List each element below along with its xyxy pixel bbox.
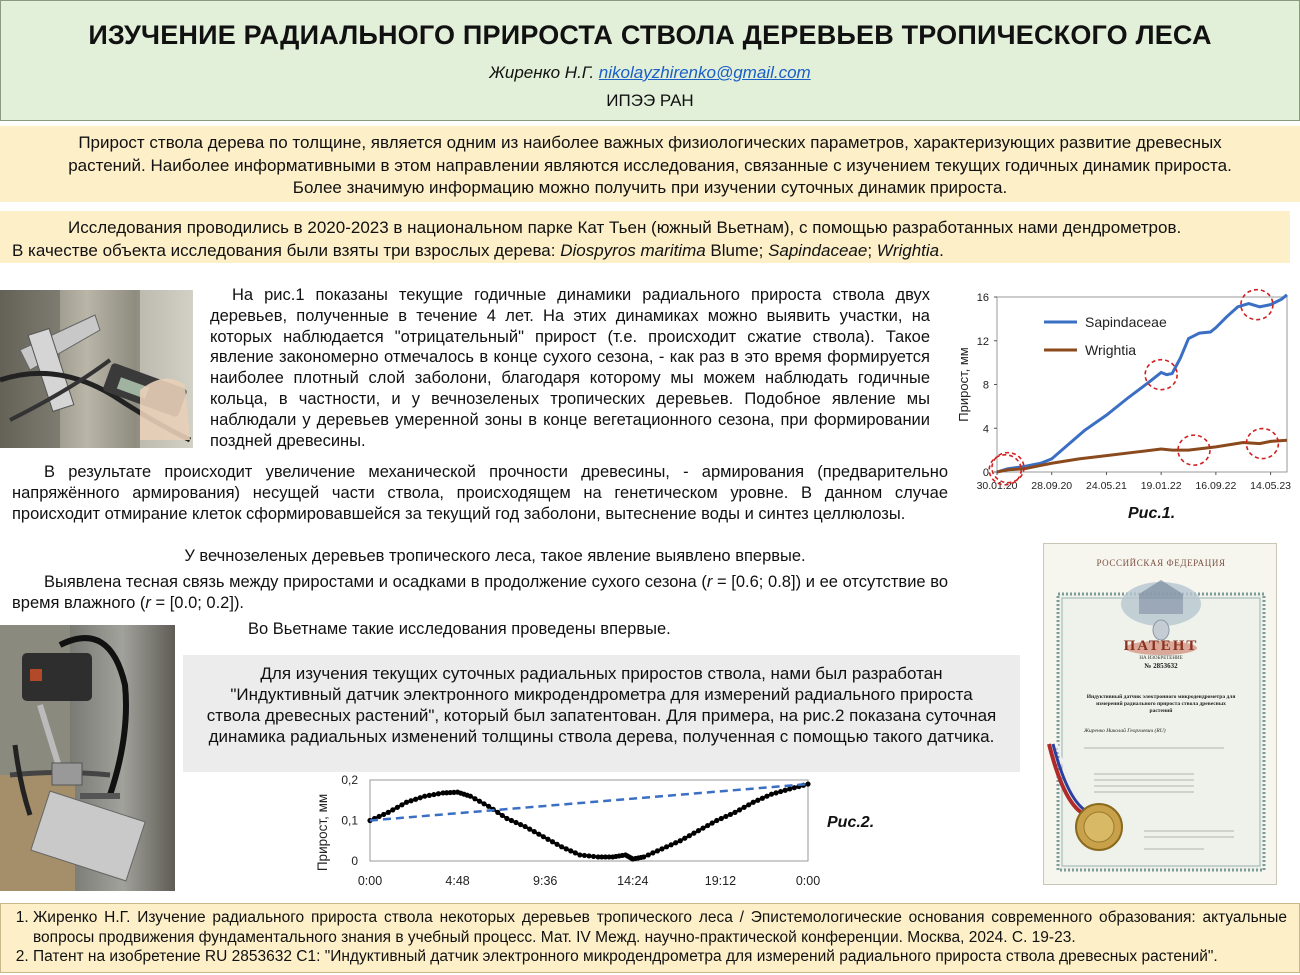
author-name: Жиренко Н.Г. [489,63,595,82]
y-tick-label: 0 [982,467,989,479]
data-point [390,807,395,812]
data-point [646,852,651,857]
data-point [554,842,559,847]
data-point [523,824,528,829]
institution: ИПЭЭ РАН [606,91,694,110]
data-point [714,818,719,823]
data-point [805,781,810,786]
data-point [395,805,400,810]
data-point [746,802,751,807]
data-point [568,848,573,853]
data-point [404,800,409,805]
data-point [564,846,569,851]
reference-item: 1. Жиренко Н.Г. Изучение радиального прироста ствола некоторых деревьев тропического леса / Эпистемологические основания современного образования: актуальные вопросы продвижения фундаментального знания в учебный процесс. Мат. IV Межд. научно-практической конференции. Москва, 2024. С. 19-23. [33,908,1287,947]
x-tick-label: 14.05.23 [1250,480,1292,492]
data-point [655,848,660,853]
y-tick-label: 8 [982,379,989,392]
data-point [481,801,486,806]
data-point [650,850,655,855]
data-point [536,832,541,837]
data-point [486,804,491,809]
data-point [783,788,788,793]
data-point [723,814,728,819]
data-point [500,813,505,818]
correlation-text-c: = [0.0; 0.2]). [150,593,245,612]
data-point [381,812,386,817]
data-point [513,820,518,825]
data-point [682,836,687,841]
data-point [696,828,701,833]
data-point [691,831,696,836]
y-tick-label: 0,2 [341,773,358,787]
chart-fig2-svg [310,772,830,897]
x-tick-label: 0:00 [795,874,821,888]
data-point [778,789,783,794]
patent-country: РОССИЙСКАЯ ФЕДЕРАЦИЯ [1096,558,1226,568]
species-separator: ; [867,240,877,260]
references [0,903,1300,973]
data-point [477,799,482,804]
data-point [386,810,391,815]
data-point [518,822,523,827]
data-point [582,853,587,858]
correlation-text-b: = [0.6; 0.8]) и ее отсутствие во время влажного ( [12,573,948,612]
data-point [577,852,582,857]
intro-box [0,126,1300,202]
y-tick-label: 0 [351,854,358,868]
y-tick-label: 4 [982,423,989,436]
data-point [760,796,765,801]
study-line-1: Исследования проводились в 2020-2023 в национальном парке Кат Тьен (южный Вьетнам), с помощью разработанных нами дендрометров. [68,218,1182,237]
plot-area [370,780,808,861]
reference-item: 2. Патент на изобретение RU 2853632 C1: "Индуктивный датчик электронного микродендрометра для измерений радиального прироста ствола древесных растений". [33,947,1287,967]
data-point [678,838,683,843]
data-point [705,823,710,828]
author-email-link[interactable]: nikolayzhirenko@gmail.com [598,63,811,82]
fig2-caption: Рис.2. [827,814,875,831]
data-point [664,844,669,849]
data-point [541,834,546,839]
data-point [550,839,555,844]
study-box [0,211,1290,263]
data-point [719,816,724,821]
intro-line-1: Прирост ствола дерева по толщине, является одним из наиболее важных физиологических параметров, характеризующих развитие древесных [78,133,1222,152]
data-point [737,807,742,812]
data-point [504,816,509,821]
x-tick-label: 19.01.22 [1140,480,1182,492]
sensor-description-box: Для изучения текущих суточных радиальных приростов ствола, нами был разработан "Индуктивный датчик электронного микродендрометра для измерений радиального прироста ствола древесных растений", который был запатентован. Для примера, на рис.2 показана суточная динамика радиальных изменений толщины ствола дерева, полученная с помощью такого датчика. [183,655,1020,772]
data-point [710,820,715,825]
data-point [509,818,514,823]
data-point [787,786,792,791]
data-point [591,854,596,859]
data-point [669,842,674,847]
chart-fig1 [952,282,1300,497]
patent-sub: НА ИЗОБРЕТЕНИЕ [1139,656,1183,661]
x-tick-label: 16.09.22 [1195,480,1237,492]
data-point [751,800,756,805]
paragraph-reinforcement: В результате происходит увеличение механической прочности древесины, - армирования (предварительно напряжённого армирования) несущей части ствола, происходящем на генетическом уровне. В данном случае происходит отмирание клеток сформировавшейся за текущий год заболони, вытеснение воды и синтез целлюлозы. [12,463,948,523]
data-point [586,853,591,858]
y-tick-label: 0,1 [341,813,358,828]
data-point [764,794,769,799]
data-point [422,794,427,799]
data-point [742,805,747,810]
chart-fig2 [310,772,830,897]
data-point [527,827,532,832]
study-line-2-text: В качестве объекта исследования были взяты три взрослых дерева: [12,240,561,260]
data-point [755,798,760,803]
legend-label: Wrightia [1085,342,1137,358]
x-tick-label: 28.09.20 [1031,480,1073,492]
data-point [659,846,664,851]
data-point [641,854,646,859]
data-point [495,810,500,815]
data-point [436,791,441,796]
legend-label: Sapindaceae [1085,314,1167,330]
patent-name: Индуктивный датчик электронного микродендрометра для измерений радиального прироста ствола древесных растений [1084,694,1238,715]
data-point [472,796,477,801]
author-line [1,63,1299,83]
data-point [728,812,733,817]
x-tick-label: 9:36 [533,874,558,888]
data-point [700,825,705,830]
data-point [413,797,418,802]
sensor-photo [0,625,175,891]
x-tick-label: 4:48 [445,874,470,888]
paragraph-fig1-description: На рис.1 показаны текущие годичные динамики радиального прироста ствола двух деревьев, полученные в течение 4 лет. На этих динамиках можно выявить участки, на которых наблюдается "отрицательный" прирост (т.е. происходит сжатие ствола). Такое явление закономерно отмечалось в конце сухого сезона, - как раз в это время формируется наиболее плотный слой заболони, благодаря которому мы можем наблюдать годичные кольца, в частности, и у вечнозеленых тропических деревьев. Подобное явление мы наблюдали у деревьев умеренной зоны в конце вегетационного сезона, при формировании поздней древесины. [210,286,930,450]
intro-line-2: растений. Наиболее информативными в этом направлении являются исследования, связанные с изучением текущих годичных динамик прироста. [68,155,1232,175]
paragraph-correlation [12,572,948,614]
species-diospyros: Diospyros maritima [560,240,706,260]
data-point [408,798,413,803]
x-tick-label: 0:00 [357,874,383,888]
data-point [418,795,423,800]
paragraph-first-detection: У вечнозеленых деревьев тропического леса, такое явление выявлено впервые. [184,547,806,565]
patent-certificate [1043,543,1277,885]
correlation-r1: r [706,573,713,591]
data-point [377,814,382,819]
poster-title: ИЗУЧЕНИЕ РАДИАЛЬНОГО ПРИРОСТА СТВОЛА ДЕРЕВЬЕВ ТРОПИЧЕСКОГО ЛЕСА [88,20,1212,50]
correlation-text-a: Выявлена тесная связь между приростами и осадками в продолжение сухого сезона ( [44,573,707,591]
data-point [532,829,537,834]
data-point [732,810,737,815]
fig1-caption: Рис.1. [1128,505,1176,522]
patent-holder: Жиренко Николай Георгиевич (RU) [1084,728,1238,734]
y-tick-label: 16 [976,292,989,304]
species-author: Blume; [705,240,769,260]
x-tick-label: 24.05.21 [1085,480,1127,492]
data-point [769,792,774,797]
dendrometer-photo [0,290,193,448]
patent-word: ПАТЕНТ [1123,638,1199,654]
data-point [399,802,404,807]
species-sapindaceae: Sapindaceae [768,240,868,260]
data-point [427,793,432,798]
y-axis-label: Прирост, мм [956,347,971,422]
y-axis-label: Прирост, мм [315,793,330,872]
patent-number: № 2853632 [1144,662,1178,670]
poster-header [0,0,1300,121]
species-wrightia: Wrightia [876,240,940,260]
data-point [773,790,778,795]
y-tick-label: 12 [976,335,989,348]
x-tick-label: 30.01.20 [976,480,1018,492]
x-tick-label: 19:12 [704,874,737,888]
data-point [687,833,692,838]
data-point [673,840,678,845]
chart-fig1-svg [952,282,1300,497]
data-point [468,794,473,799]
data-point [559,844,564,849]
data-point [545,837,550,842]
paragraph-vietnam-first: Во Вьетнаме такие исследования проведены впервые. [248,620,671,638]
x-tick-label: 14:24 [617,874,649,888]
data-point [573,850,578,855]
study-line-2 [12,240,1278,263]
correlation-r2: r [145,593,151,612]
species-end: . [939,240,944,260]
data-point [431,792,436,797]
intro-line-3: Более значимую информацию можно получить при изучении суточных динамик прироста. [292,178,1008,197]
